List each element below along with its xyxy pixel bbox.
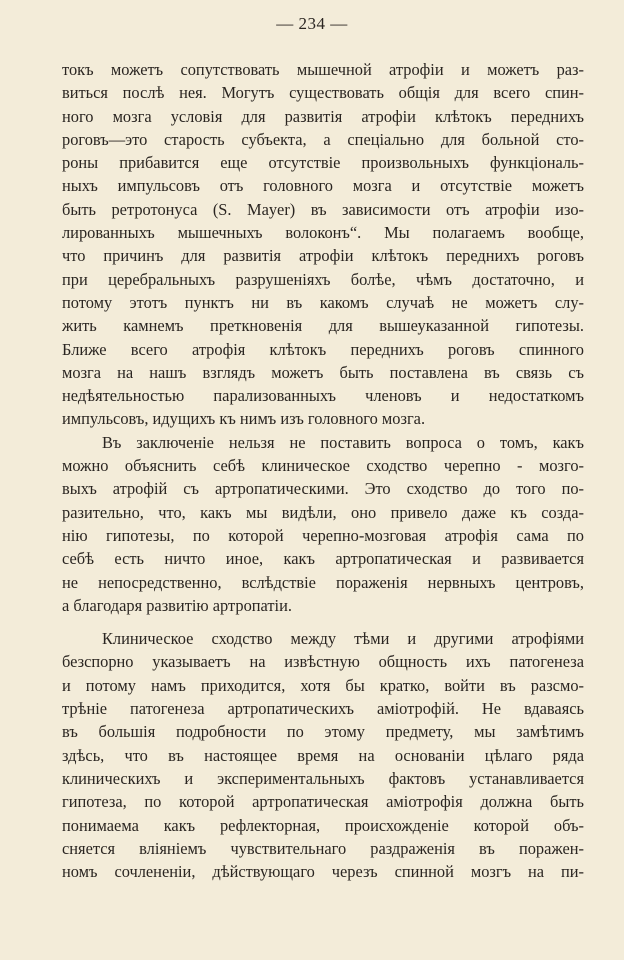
paragraph-3 bbox=[62, 627, 584, 883]
text-line: ныхъ импульсовъ отъ головного мозга и отсутствіе можетъ bbox=[62, 176, 584, 196]
text-line: Клиническое сходство между тѣми и другими атрофіями bbox=[102, 629, 584, 649]
paragraph-2 bbox=[62, 431, 584, 617]
text-line: мозга на нашъ взглядъ можетъ быть поставлена въ связь съ bbox=[62, 362, 584, 382]
text-line: разительно, что, какъ мы видѣли, оно привело даже къ созда- bbox=[62, 502, 584, 522]
text-line: ного мозга условія для развитія атрофіи клѣтокъ переднихъ bbox=[62, 106, 584, 126]
text-line: быть ретротонуса (S. Mayer) въ зависимости отъ атрофіи изо- bbox=[62, 199, 584, 219]
text-line: трѣніе патогенеза артропатическихъ аміотрофій. Не вдаваясь bbox=[62, 699, 584, 719]
paragraph-1 bbox=[62, 58, 584, 431]
text-line: можно объяснить себѣ клиническое сходство черепно - мозго- bbox=[62, 456, 584, 476]
text-line: а благодаря развитію артропатіи. bbox=[62, 595, 292, 615]
text-line: при церебральныхъ разрушеніяхъ болѣе, чѣмъ достаточно, и bbox=[62, 269, 584, 289]
text-line: номъ сочлененіи, дѣйствующаго черезъ спинной мозгъ на пи- bbox=[62, 862, 584, 882]
text-line: и потому намъ приходится, хотя бы кратко, войти въ разсмо- bbox=[62, 675, 584, 695]
text-line: роговъ—это старость субъекта, а спеціально для больной сто- bbox=[62, 129, 584, 149]
text-line: здѣсь, что въ настоящее время на основаніи цѣлаго ряда bbox=[62, 745, 584, 765]
text-line: токъ можетъ сопутствовать мышечной атрофіи и можетъ раз- bbox=[62, 60, 584, 79]
text-line: понимаема какъ рефлекторная, происхожденіе которой объ- bbox=[62, 815, 584, 835]
text-line: жить камнемъ преткновенія для вышеуказанной гипотезы. bbox=[62, 316, 584, 336]
text-line: себѣ есть ничто иное, какъ артропатическая и развивается bbox=[62, 549, 584, 569]
text-line: лированныхъ мышечныхъ волоконъ“. Мы полагаемъ вообще, bbox=[62, 223, 584, 243]
text-line: сняется вліяніемъ чувствительнаго раздраженія въ поражен- bbox=[62, 838, 584, 858]
text-line: безспорно указываетъ на извѣстную общность ихъ патогенеза bbox=[62, 652, 584, 672]
text-line: въ большія подробности по этому предмету, мы замѣтимъ bbox=[62, 722, 584, 742]
text-line: что причинъ для развитія атрофіи клѣтокъ переднихъ роговъ bbox=[62, 246, 584, 266]
body-text bbox=[62, 58, 584, 883]
text-line: Ближе всего атрофія клѣтокъ переднихъ роговъ спинного bbox=[62, 339, 584, 359]
text-line: импульсовъ, идущихъ къ нимъ изъ головного мозга. bbox=[62, 409, 426, 429]
text-line: нію гипотезы, по которой черепно-мозговая атрофія сама по bbox=[62, 525, 584, 545]
text-line: недѣятельностью парализованныхъ членовъ и недостаткомъ bbox=[62, 386, 584, 406]
page-number: — 234 — bbox=[276, 14, 348, 33]
text-line: роны прибавится еще отсутствіе произвольныхъ функціональ- bbox=[62, 153, 584, 173]
text-line: виться послѣ нея. Могутъ существовать общія для всего спин- bbox=[62, 83, 584, 103]
text-line: не непосредственно, вслѣдствіе пораженія нервныхъ центровъ, bbox=[62, 572, 584, 592]
text-line: Въ заключеніе нельзя не поставить вопроса о томъ, какъ bbox=[102, 432, 584, 452]
text-line: гипотеза, по которой артропатическая аміотрофія должна быть bbox=[62, 792, 584, 812]
text-line: выхъ атрофій съ артропатическими. Это сходство до того по- bbox=[62, 479, 584, 499]
text-line: потому этотъ пунктъ ни въ какомъ случаѣ не можетъ слу- bbox=[62, 292, 584, 312]
text-line: клиническихъ и экспериментальныхъ фактовъ устанавливается bbox=[62, 768, 584, 788]
